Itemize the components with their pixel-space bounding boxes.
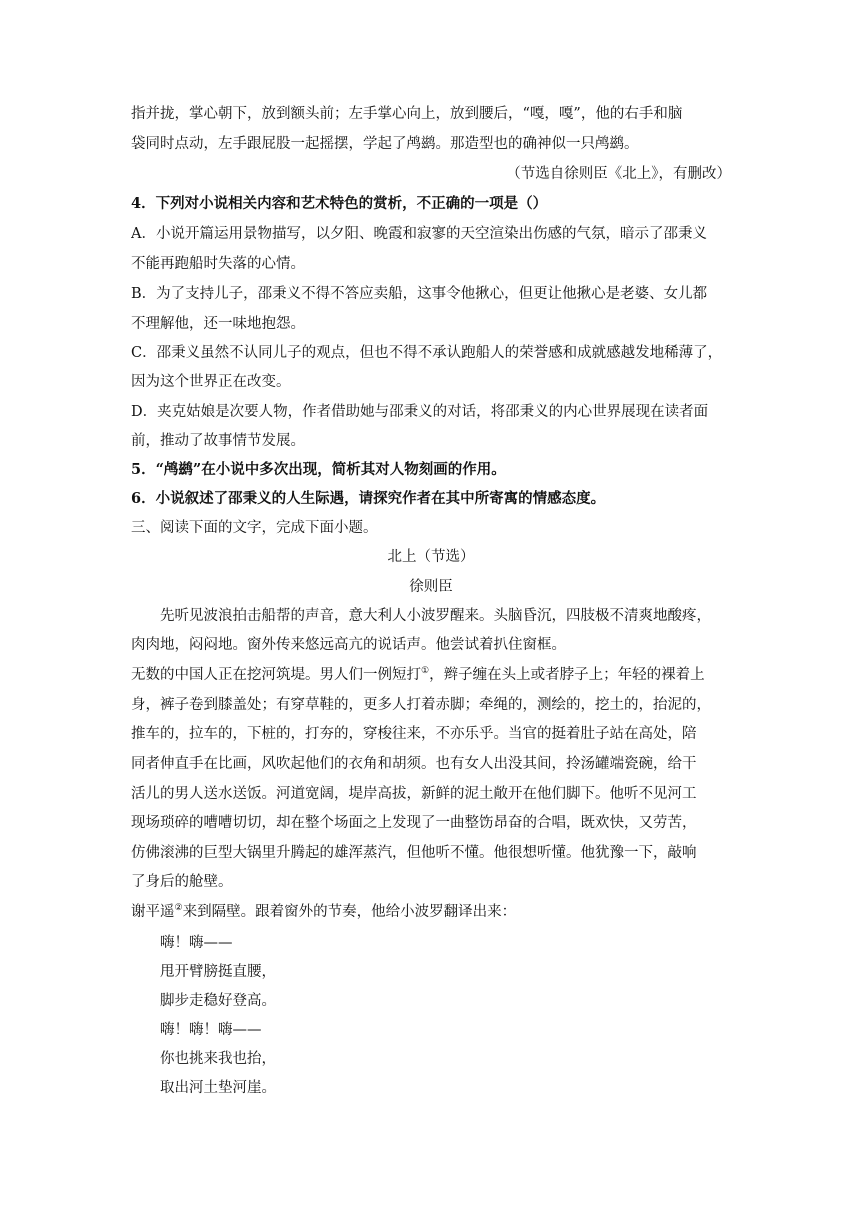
option-a-cont: 不能再跑船时失落的心情。 <box>131 256 305 272</box>
text-fragment: 来到隔壁。跟着窗外的节奏，他给小波罗翻译出来： <box>182 904 517 920</box>
song-line: 嗨！嗨！嗨—— <box>160 1022 262 1038</box>
paragraph-line <box>131 902 731 922</box>
paragraph-line <box>131 665 731 685</box>
paragraph-line: 了身后的舱壁。 <box>131 874 233 890</box>
source-citation: （节选自徐则臣《北上》，有删改） <box>506 166 731 182</box>
paragraph-line: 身，裤子卷到膝盖处；有穿草鞋的，更多人打着赤脚；牵绳的，测绘的，挖土的，抬泥的， <box>131 697 711 713</box>
footnote-marker: ② <box>174 903 183 914</box>
song-line: 脚步走稳好登高。 <box>160 993 276 1009</box>
text-line: 袋同时点动，左手跟屁股一起摇摆，学起了鸬鹚。那造型也的确神似一只鸬鹚。 <box>131 136 639 152</box>
footnote-marker: ① <box>421 666 430 677</box>
question-4-stem: 4．下列对小说相关内容和艺术特色的赏析，不正确的一项是（） <box>131 195 548 212</box>
option-b: B．为了支持儿子，邵秉义不得不答应卖船，这事令他揪心，但更让他揪心是老婆、女儿都 <box>131 286 708 302</box>
text-fragment: ，辫子缠在头上或者脖子上；年轻的裸着上 <box>429 667 705 683</box>
paragraph-line: 先听见波浪拍击船帮的声音，意大利人小波罗醒来。头脑昏沉，四肢极不清爽地酸疼， <box>160 608 711 624</box>
option-d-cont: 前，推动了故事情节发展。 <box>131 433 305 449</box>
text-fragment: 谢平遥 <box>131 904 175 920</box>
paragraph-line: 同者伸直手在比画，风吹起他们的衣角和胡须。也有女人出没其间，拎汤罐端瓷碗，给干 <box>131 756 697 772</box>
passage-title: 北上（节选） <box>387 549 475 565</box>
text-line: 指并拢，掌心朝下，放到额头前；左手掌心向上，放到腰后，“嘎，嘎”，他的右手和脑 <box>131 106 683 122</box>
paragraph-line: 现场琐碎的嘈嘈切切，却在整个场面之上发现了一曲整饬昂奋的合唱，既欢快，又劳苦， <box>131 815 697 831</box>
option-c-cont: 因为这个世界正在改变。 <box>131 374 291 390</box>
option-a: A．小说开篇运用景物描写，以夕阳、晚霞和寂寥的天空渲染出伤感的气氛，暗示了邵秉义 <box>131 226 707 242</box>
song-line: 甩开臂膀挺直腰， <box>160 964 276 980</box>
song-line: 取出河土垫河崖。 <box>160 1080 276 1096</box>
song-line: 嗨！嗨—— <box>160 935 233 951</box>
question-5: 5．“鸬鹚”在小说中多次出现，简析其对人物刻画的作用。 <box>131 461 506 478</box>
option-d: D．夹克姑娘是次要人物，作者借助她与邵秉义的对话，将邵秉义的内心世界展现在读者面 <box>131 404 709 420</box>
section-3-heading: 三、阅读下面的文字，完成下面小题。 <box>131 520 378 536</box>
paragraph-line: 仿佛滚沸的巨型大锅里升腾起的雄浑蒸汽，但他听不懂。他很想听懂。他犹豫一下，敲响 <box>131 845 697 861</box>
question-6: 6．小说叙述了邵秉义的人生际遇，请探究作者在其中所寄寓的情感态度。 <box>131 490 606 507</box>
text-fragment: 无数的中国人正在挖河筑堤。男人们一例短打 <box>131 667 421 683</box>
song-line: 你也挑来我也抬， <box>160 1051 276 1067</box>
option-c: C．邵秉义虽然不认同儿子的观点，但也不得不承认跑船人的荣誉感和成就感越发地稀薄了， <box>131 345 723 361</box>
paragraph-line: 活儿的男人送水送饭。河道宽阔，堤岸高拔，新鲜的泥土敞开在他们脚下。他听不见河工 <box>131 786 697 802</box>
option-b-cont: 不理解他，还一味地抱怨。 <box>131 316 305 332</box>
passage-author: 徐则臣 <box>409 579 453 595</box>
paragraph-line: 推车的，拉车的，下桩的，打夯的，穿梭往来，不亦乐乎。当官的挺着肚子站在高处，陪 <box>131 726 697 742</box>
paragraph-line: 肉肉地，闷闷地。窗外传来悠远高亢的说话声。他尝试着扒住窗框。 <box>131 637 566 653</box>
